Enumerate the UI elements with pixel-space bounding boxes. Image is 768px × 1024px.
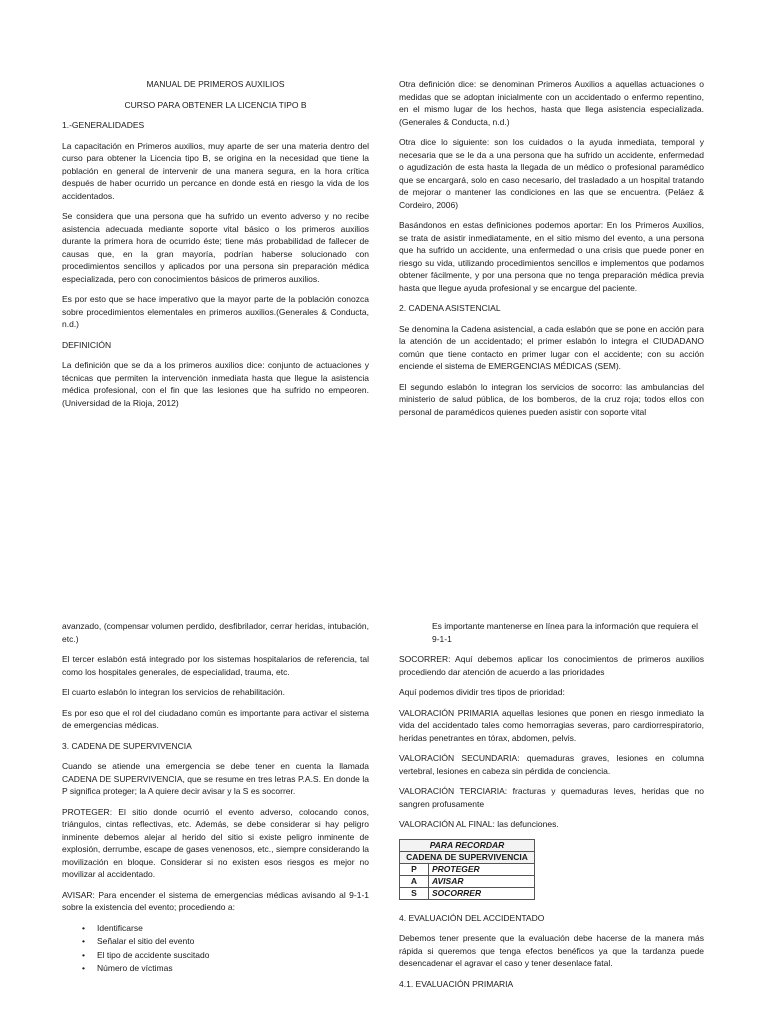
paragraph: VALORACIÓN SECUNDARIA: quemaduras graves, lesiones en columna vertebral, lesiones en cabeza sin pérdida de conciencia. [399, 753, 704, 776]
paragraph: Debemos tener presente que la evaluación debe hacerse de la manera más rápida si queremos que tenga efectos benéficos ya que la tardanza puede desencadenar el agravar el caso y tener desenlace fatal. [399, 933, 704, 968]
section-heading-evaluacion-primaria: 4.1. EVALUACIÓN PRIMARIA [399, 978, 514, 989]
page2-right-column [399, 620, 704, 998]
paragraph: El cuarto eslabón lo integran los servicios de rehabilitación. [62, 687, 286, 697]
paragraph: El tercer eslabón está integrado por los sistemas hospitalarios de referencia, tal como los hospitales generales, de especialidad, trauma, etc. [62, 654, 369, 677]
document-title: MANUAL DE PRIMEROS AUXILIOS [146, 79, 285, 89]
section-heading-definicion: DEFINICIÓN [62, 339, 112, 350]
page1-left-column [62, 78, 369, 417]
bullet-list [62, 922, 369, 975]
table-row [400, 863, 535, 875]
list-item: • Identificarse [62, 922, 369, 935]
paragraph: La capacitación en Primeros auxilios, muy aparte de ser una materia dentro del curso para obtener la Licencia tipo B, se origina en la necesidad que tiene la población en general de intervenir de una manera segura, en la hora crítica después de haber ocurrido un percance en donde está en riesgo la vida de los accidentados. [62, 140, 369, 201]
paragraph: Basándonos en estas definiciones podemos aportar: En los Primeros Auxilios, se trata de asistir inmediatamente, en el sitio mismo del evento, a una persona que ha sufrido un accidente, una enfermedad o una crisis que puede poner en riesgo su vida, utilizando procedimientos sencillos e implementos que podamos obtener fácilmente, y por una persona que no tenga preparación médica previa hasta que llegue ayuda profesional y se encargue del paciente. [399, 220, 704, 293]
list-item: • Señalar el sitio del evento [62, 935, 369, 948]
table-cell-letter: A [400, 875, 429, 887]
table-cell-letter: P [400, 863, 429, 875]
paragraph: avanzado, (compensar volumen perdido, desfibrilador, cerrar heridas, intubación, etc.) [62, 621, 369, 644]
section-heading-evaluacion: 4. EVALUACIÓN DEL ACCIDENTADO [399, 912, 545, 923]
table-cell-word: AVISAR [429, 875, 535, 887]
table-header: PARA RECORDAR [400, 839, 535, 851]
page2-left-column [62, 620, 369, 976]
page1-right-column [399, 78, 704, 426]
paragraph: Otra dice lo siguiente: son los cuidados o la ayuda inmediata, temporal y necesaria que se le da a una persona que ha sufrido un accidente, enfermedad o agudización de esta hasta la llegada de un médico o profesional paramédico que se encargará, solo en caso necesario, del trasladado a un hospital tratando de mejorar o mantener las condiciones en las que se encuentra. (Peláez & Cordeiro, 2006) [399, 137, 704, 210]
section-heading-generalidades: 1.-GENERALIDADES [62, 120, 145, 130]
table-row [400, 875, 535, 887]
table-cell-word: SOCORRER [429, 887, 535, 899]
paragraph: Es por eso que el rol del ciudadano común es importante para activar el sistema de emergencias médicas. [62, 707, 369, 730]
paragraph: VALORACIÓN TERCIARIA: fracturas y quemaduras leves, heridas que no sangren profusamente [399, 786, 704, 809]
table-row [400, 887, 535, 899]
section-heading-cadena-supervivencia: 3. CADENA DE SUPERVIVENCIA [62, 740, 192, 751]
paragraph: La definición que se da a los primeros auxilios dice: conjunto de actuaciones y técnicas que permiten la intervención inmediata hasta que llegue la asistencia médica profesional, con el fin que las lesiones que ha sufrido no empeoren.(Universidad de la Rioja, 2012) [62, 360, 369, 408]
paragraph: Es por esto que se hace imperativo que la mayor parte de la población conozca sobre procedimientos elementales en primeros auxilios.(Generales & Conducta, n.d.) [62, 294, 369, 329]
table-subheader: CADENA DE SUPERVIVENCIA [400, 851, 535, 863]
section-heading-cadena-asistencial: 2. CADENA ASISTENCIAL [399, 303, 501, 313]
paragraph: VALORACIÓN PRIMARIA aquellas lesiones que ponen en riesgo inmediato la vida del accidentado tales como hemorragias severas, paro cardiorrespiratorio, heridas penetrantes en tórax, abdomen, pelvis. [399, 707, 704, 743]
paragraph: AVISAR: Para encender el sistema de emergencias médicas avisando al 9-1-1 sobre la existencia del evento; procediendo a: [62, 889, 369, 912]
paragraph: Cuando se atiende una emergencia se debe tener en cuenta la llamada CADENA DE SUPERVIVENCIA, que se resume en tres letras P.A.S. En donde la P significa proteger; la A quiere decir avisar y la S es socorrer. [62, 761, 369, 796]
paragraph: Aquí podemos dividir tres tipos de prioridad: [399, 687, 565, 697]
paragraph: Otra definición dice: se denominan Primeros Auxilios a aquellas actuaciones o medidas que se adoptan inicialmente con un accidentado o enfermo repentino, en el mismo lugar de los hechos, hasta que llega asistencia especializada.(Generales & Conducta, n.d.) [399, 79, 704, 127]
list-item: • Número de víctimas [62, 962, 369, 975]
table-cell-letter: S [400, 887, 429, 899]
list-item: • El tipo de accidente suscitado [62, 949, 369, 962]
paragraph: PROTEGER: El sitio donde ocurrió el evento adverso, colocando conos, triángulos, cintas reflectivas, etc. Además, se debe considerar si hay peligro inminente debemos alejar al herido del sitio si existe peligro inminente de explosión, derrumbe, escape de gases venenosos, etc., siempre considerando la movilización en bloque. Considerar si no existen esos riesgos es mejor no movilizar al accidentado. [62, 806, 369, 879]
table-cell-word: PROTEGER [429, 863, 535, 875]
paragraph: SOCORRER: Aquí debemos aplicar los conocimientos de primeros auxilios procediendo dar atención de acuerdo a las prioridades [399, 654, 704, 677]
document-subtitle: CURSO PARA OBTENER LA LICENCIA TIPO B [124, 99, 307, 110]
paragraph: Es importante mantenerse en línea para la información que requiera el 9-1-1 [432, 621, 699, 644]
paragraph: El segundo eslabón lo integran los servicios de socorro: las ambulancias del ministerio de salud pública, de los bomberos, de la cruz roja; todos ellos con personal de paramédicos quienes pueden asistir con soporte vital [399, 381, 704, 417]
reminder-table [399, 839, 535, 900]
paragraph: Se denomina la Cadena asistencial, a cada eslabón que se pone en acción para la atención de un accidentado; el primer eslabón lo integra el CIUDADANO común que tiene contacto en primer lugar con el accidente; con su acción enciende el sistema de EMERGENCIAS MÉDICAS (SEM). [399, 323, 704, 371]
paragraph: VALORACIÓN AL FINAL: las defunciones. [399, 819, 559, 829]
paragraph: Se considera que una persona que ha sufrido un evento adverso y no recibe asistencia adecuada mediante soporte vital básico o los primeros auxilios durante la primera hora de ocurrido éste; tiene más probabilidad de fallecer de causas que, en la gran mayoría, podrían haberse solucionado con procedimientos sencillos y aplicados por una persona sin preparación médica especializada, pero con conocimientos básicos de primeros auxilios. [62, 211, 369, 284]
